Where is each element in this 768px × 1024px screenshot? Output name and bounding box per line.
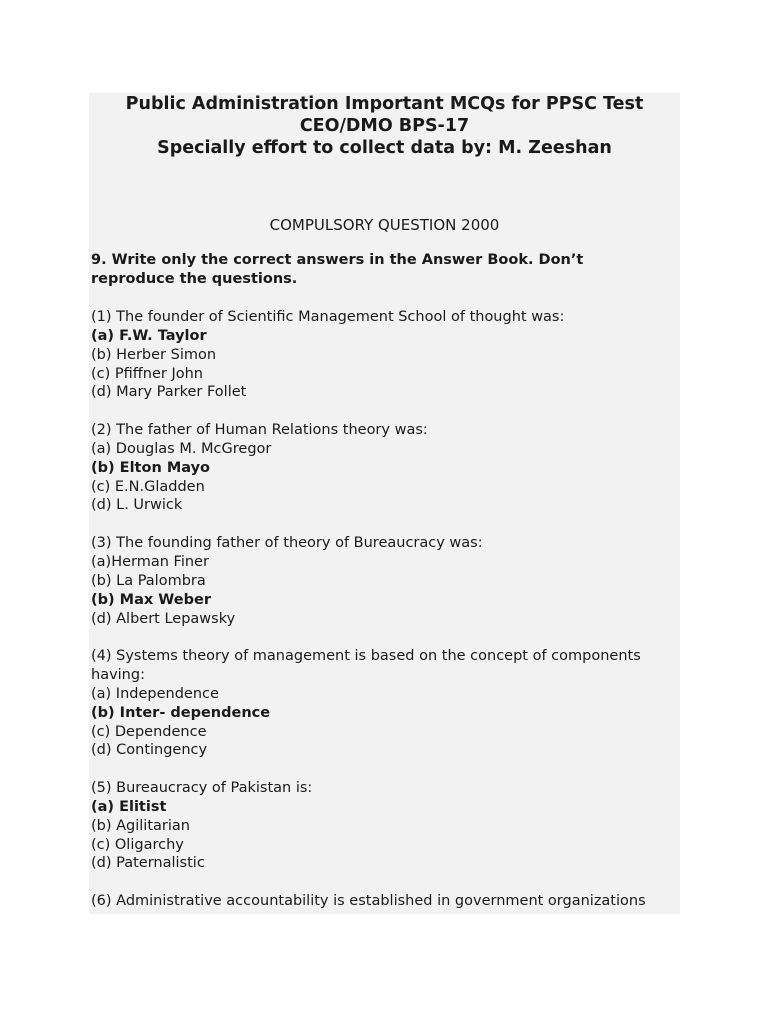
question-3 [91, 534, 671, 629]
option-d: (d) Paternalistic [91, 855, 205, 872]
option-a-answer: (a) Elitist [91, 798, 167, 815]
option-c: (c) E.N.Gladden [91, 478, 205, 495]
document-header [89, 93, 680, 159]
document-title: Public Administration Important MCQs for PPSC Test [125, 94, 644, 114]
option-d: (d) Contingency [91, 742, 208, 759]
question-2 [91, 421, 671, 516]
question-stem: (6) Administrative accountability is established in government organizations [91, 892, 646, 909]
question-stem: (3) The founding father of theory of Bureaucracy was: [91, 534, 483, 551]
question-1 [91, 308, 671, 403]
question-stem: (5) Bureaucracy of Pakistan is: [91, 779, 313, 796]
option-a: (a)Herman Finer [91, 553, 209, 570]
document-page [89, 93, 680, 914]
option-b-answer: (b) Elton Mayo [91, 459, 211, 476]
question-5 [91, 779, 671, 874]
option-d: (d) Mary Parker Follet [91, 384, 247, 401]
option-b: (b) Herber Simon [91, 346, 217, 363]
option-a: (a) Independence [91, 685, 219, 702]
question-body [91, 251, 671, 914]
option-c: (c) Pfiffner John [91, 365, 203, 382]
option-c-answer: (b) Max Weber [91, 591, 211, 608]
question-stem: (2) The father of Human Relations theory was: [91, 421, 428, 438]
question-4 [91, 647, 671, 760]
option-a-answer: (a) F.W. Taylor [91, 327, 207, 344]
option-c: (c) Dependence [91, 723, 207, 740]
option-b-answer: (b) Inter- dependence [91, 704, 271, 721]
question-stem: (1) The founder of Scientific Management School of thought was: [91, 308, 565, 325]
document-author-line: Specially effort to collect data by: M. Zeeshan [157, 138, 612, 158]
option-c: (c) Oligarchy [91, 836, 184, 853]
section-title: COMPULSORY QUESTION 2000 [269, 216, 500, 234]
document-subtitle: CEO/DMO BPS-17 [299, 116, 470, 136]
option-b: (b) Agilitarian [91, 817, 190, 834]
instruction-text: 9. Write only the correct answers in the Answer Book. Don’t reproduce the questions. [91, 252, 584, 287]
question-stem: (4) Systems theory of management is based on the concept of components having: [91, 647, 641, 683]
option-d: (d) Albert Lepawsky [91, 610, 236, 627]
option-b: (b) La Palombra [91, 572, 206, 589]
option-d: (d) L. Urwick [91, 497, 183, 514]
option-a: (a) Douglas M. McGregor [91, 440, 272, 457]
question-6 [91, 892, 671, 911]
